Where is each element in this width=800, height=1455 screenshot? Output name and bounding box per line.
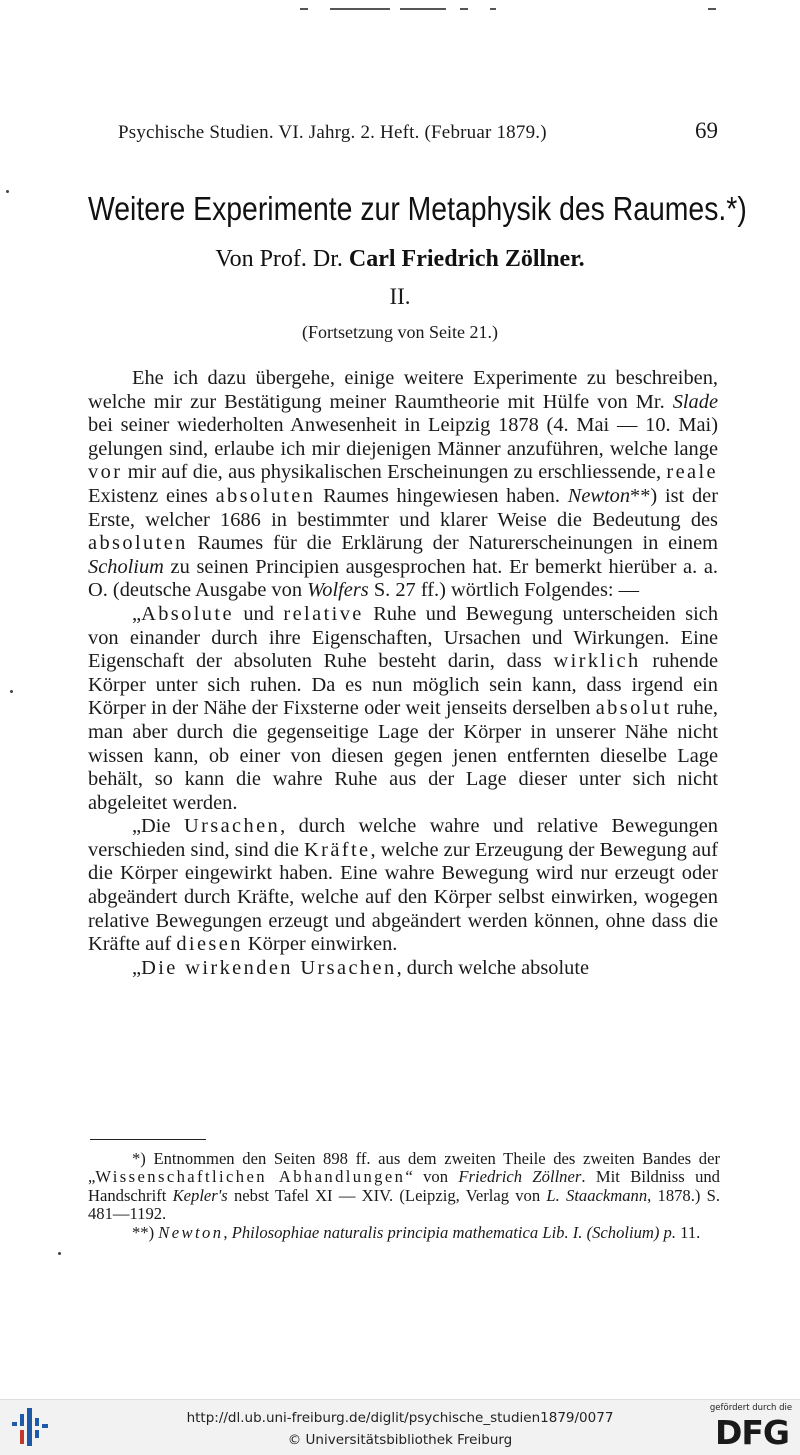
article-title: Weitere Experimente zur Metaphysik des Raumes.*): [88, 190, 747, 227]
text-run: nebst Tafel XI — XIV. (Leipzig, Verlag von: [227, 1185, 547, 1205]
text-run: und: [233, 602, 284, 625]
text-run: **): [132, 1222, 159, 1242]
text-run: vor: [88, 461, 123, 484]
text-run: “ von: [405, 1167, 459, 1187]
library-logo-icon: [8, 1404, 52, 1450]
text-run: ,: [223, 1222, 232, 1242]
text-run: Die wirkenden Ursachen: [141, 956, 397, 979]
paragraph: [88, 957, 718, 981]
text-run: Newton: [567, 484, 631, 507]
text-run: Kepler's: [172, 1185, 228, 1205]
author-name: Carl Friedrich Zöllner.: [348, 246, 585, 272]
text-run: Raumes hingewiesen haben.: [315, 484, 568, 507]
text-run: Körper einwirken.: [242, 933, 398, 956]
byline: [90, 246, 710, 273]
dfg-funding-text: gefördert durch die: [709, 1403, 793, 1413]
running-head: [118, 118, 718, 148]
text-run: bei seiner wiederholten Anwesenheit in Leipzig 1878 (4. Mai — 10. Mai) gelungen sind, erlaube ich mir diejenigen Männer anzuführen, welche lange: [88, 414, 718, 460]
text-run: Scholium: [88, 555, 164, 578]
text-run: . Mit Bildniss und Handschrift: [88, 1167, 720, 1205]
text-run: Ruhe und Bewegung unterscheiden sich von einander durch ihre Eigenschaften, Ursachen und Wirkungen. Eine Eigenschaft der absoluten Ruhe besteht darin, dass: [88, 602, 719, 673]
text-run: Existenz eines: [88, 484, 216, 507]
paragraph: [88, 603, 718, 815]
footnote: [88, 1150, 720, 1224]
running-head-text: Psychische Studien. VI. Jahrg. 2. Heft. (Februar 1879.): [118, 122, 547, 143]
text-run: „: [132, 602, 142, 625]
text-run: 11.: [676, 1222, 701, 1242]
text-run: S. 27 ff.) wörtlich Folgendes: —: [368, 579, 640, 602]
text-run: wirklich: [553, 650, 641, 673]
text-run: , durch welche wahre und relative Bewegungen verschieden sind, sind die: [88, 815, 718, 861]
text-run: Ehe ich dazu übergehe, einige weitere Experimente zu beschreiben, welche mir zur Bestätigung meiner Raumtheorie mit Hülfe von Mr.: [88, 367, 718, 413]
text-run: „: [132, 956, 142, 979]
text-run: Friedrich Zöllner: [458, 1167, 582, 1187]
text-run: , welche zur Erzeugung der Bewegung auf die Körper eingewirkt haben. Eine wahre Bewegung wird nur erzeugt oder abgeändert durch Kräfte, welche auf den Körper selbst einwirken, wogegen relative Bewegungen erzeugt und abgeändert werden können, ohne dass die Kräfte auf: [88, 838, 718, 956]
text-run: *) Entnommen den Seiten 898 ff. aus dem zweiten Theile des zweiten Bandes der „: [88, 1149, 720, 1187]
text-run: ruhende Körper unter sich ruhen. Da es nun möglich sein kann, dass irgend ein Körper in der Nähe der Fixsterne oder weit jenseits derselben: [88, 650, 718, 720]
text-run: Kräfte: [304, 838, 371, 861]
part-number: II.: [389, 284, 411, 309]
scan-speck: [10, 690, 13, 693]
text-run: mir auf die, aus physikalischen Erscheinungen zu erschliessende,: [122, 461, 667, 484]
text-run: diesen: [176, 933, 243, 956]
article-body: [88, 367, 718, 980]
text-run: Ursachen: [183, 815, 281, 838]
scan-speck: [58, 1252, 61, 1255]
scan-edge-marks: [300, 6, 720, 12]
text-run: zu seinen Principien ausgesprochen hat. Er bemerkt hierüber a. a. O. (deutsche Ausgabe von: [88, 555, 718, 602]
footnote-rule: [90, 1139, 206, 1140]
text-run: absoluten: [88, 532, 188, 555]
footnote: [88, 1224, 720, 1242]
text-run: , durch welche absolute: [396, 956, 590, 979]
text-run: „Die: [132, 815, 184, 838]
byline-prefix: Von Prof. Dr.: [215, 246, 349, 272]
copyright-notice: © Universitätsbibliothek Freiburg: [287, 1432, 513, 1448]
text-run: reale: [666, 461, 718, 484]
text-run: ruhe, man aber durch die gegenseitige Lage der Körper in unserer Nähe nicht wissen kann, ob einer von diesen gegen jenen entfernten dieselbe Lage behält, so kann die wahre Ruhe aus der Lage dieser unter sich nicht abgeleitet werden.: [88, 697, 718, 814]
scan-speck: [6, 190, 9, 193]
text-run: Wolfers: [307, 579, 369, 602]
text-run: Wissenschaftlichen Abhandlungen: [95, 1167, 406, 1187]
text-run: Raumes für die Erklärung der Naturerscheinungen in einem: [187, 532, 718, 555]
paragraph: [88, 815, 718, 957]
paragraph: [88, 367, 718, 603]
text-run: Absolute: [141, 602, 234, 625]
text-run: **) ist der Erste, welcher 1686 in bestimmter und klarer Weise die Bedeutung des: [88, 484, 718, 531]
text-run: , 1878.) S. 481—1192.: [88, 1185, 721, 1224]
text-run: Newton: [158, 1222, 224, 1242]
text-run: L. Staackmann: [546, 1185, 648, 1205]
page-number: 69: [695, 118, 718, 143]
text-run: relative: [283, 602, 364, 625]
permalink-url[interactable]: http://dl.ub.uni-freiburg.de/diglit/psychische_studien1879/0077: [186, 1410, 614, 1426]
continuation-note: (Fortsetzung von Seite 21.): [302, 322, 498, 342]
dfg-logo: DFG: [714, 1413, 790, 1452]
text-run: absoluten: [215, 484, 316, 507]
footnotes: [88, 1150, 720, 1242]
text-run: Philosophiae naturalis principia mathematica Lib. I. (Scholium) p.: [231, 1222, 676, 1242]
text-run: Slade: [672, 390, 718, 413]
text-run: absolut: [595, 697, 672, 720]
